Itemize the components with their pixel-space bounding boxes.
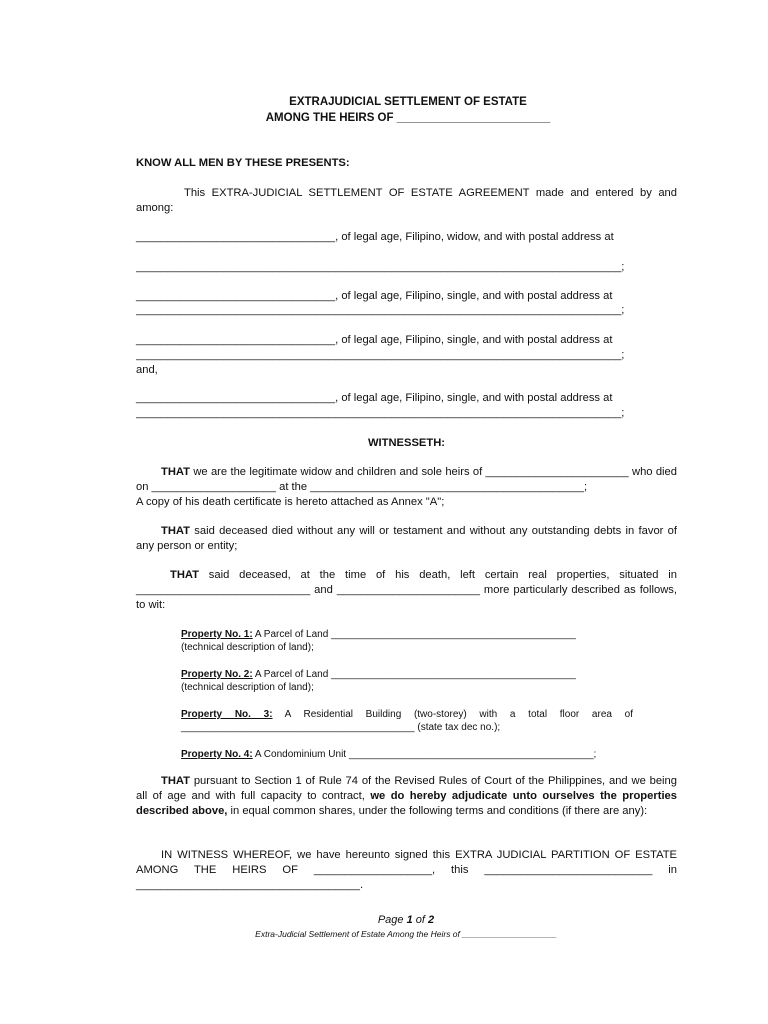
property-3-text: A Residential Building (two-storey) with a total floor area of [272, 709, 633, 720]
footer-caption: Extra-Judicial Settlement of Estate Among the Heirs of ____________________ [255, 929, 557, 939]
property-1 [181, 628, 633, 654]
property-2 [181, 668, 633, 694]
no-will-clause-text: said deceased died without any will or testament and without any outstanding debts in favor of any person or entity; [136, 525, 677, 552]
property-3 [181, 708, 633, 721]
property-1-label: Property No. 1: [181, 629, 253, 640]
property-3-sub: __________________________________________ (state tax dec no.); [181, 722, 501, 733]
party-1-line: ________________________________, of legal age, Filipino, widow, and with postal address at [136, 231, 614, 243]
heirs-clause [136, 465, 677, 495]
no-will-clause-that: THAT [161, 525, 190, 537]
property-1-sub: (technical description of land); [181, 642, 314, 653]
heirs-clause-text: we are the legitimate widow and children and sole heirs of _______________________ who died on ____________________ at the ____________________________________________; [136, 466, 677, 493]
and-text: and, [136, 364, 158, 376]
property-2-text: A Parcel of Land ____________________________________________ [252, 669, 576, 680]
of-word: of [415, 914, 425, 926]
party-3-address: ______________________________________________________________________________; [136, 349, 625, 361]
page-current: 1 [406, 914, 413, 926]
real-properties-clause-that: THAT [170, 569, 199, 581]
property-4 [181, 748, 633, 761]
heirs-clause-that: THAT [161, 466, 190, 478]
property-2-sub: (technical description of land); [181, 682, 314, 693]
property-4-label: Property No. 4: [181, 749, 253, 760]
party-2-line: ________________________________, of legal age, Filipino, single, and with postal address at [136, 290, 613, 302]
witness-whereof-clause: IN WITNESS WHEREOF, we have hereunto signed this EXTRA JUDICIAL PARTITION OF ESTATE AMONG THE HEIRS OF ___________________, this ___________________________ in ____________________________________. [136, 849, 677, 891]
real-properties-clause [136, 568, 677, 613]
pursuant-text-a: pursuant to Section 1 of Rule 74 of the Revised Rules of Court of the Philippines, and we being all of age and with full capacity to contract, [136, 775, 677, 802]
property-3-sub-row [181, 721, 633, 734]
document-title-line-2: AMONG THE HEIRS OF ________________________ [265, 112, 551, 124]
party-2-address: ______________________________________________________________________________; [136, 304, 625, 316]
pursuant-text-b: in equal common shares, under the following terms and conditions (if there are any): [227, 805, 648, 817]
witnesseth-heading: WITNESSETH: [367, 437, 446, 449]
pursuant-adjudicate: we do hereby adjudicate unto ourselves the properties described above, [136, 790, 677, 817]
real-properties-clause-text: said deceased, at the time of his death, left certain real properties, situated in ____________________________ and _______________________ more particularly described as follows, to wit: [136, 569, 677, 611]
agreement-intro: This EXTRA-JUDICIAL SETTLEMENT OF ESTATE AGREEMENT made and entered by and among: [136, 187, 677, 214]
pursuant-that: THAT [161, 775, 190, 787]
document-title-line-1: EXTRAJUDICIAL SETTLEMENT OF ESTATE [289, 96, 527, 108]
page-total: 2 [428, 914, 435, 926]
property-2-label: Property No. 2: [181, 669, 253, 680]
party-3-line: ________________________________, of legal age, Filipino, single, and with postal address at [136, 334, 613, 346]
pursuant-clause [136, 774, 677, 819]
page-word: Page [377, 914, 404, 926]
know-all-men-heading: KNOW ALL MEN BY THESE PRESENTS: [136, 157, 350, 169]
no-will-clause [136, 524, 677, 554]
page-number [22, 914, 768, 926]
party-4-line: ________________________________, of legal age, Filipino, single, and with postal address at [136, 392, 613, 404]
party-4-address: ______________________________________________________________________________; [136, 407, 625, 419]
death-certificate-clause: A copy of his death certificate is hereto attached as Annex "A"; [136, 496, 445, 508]
property-3-label: Property No. 3: [181, 709, 273, 720]
party-1-address: ______________________________________________________________________________; [136, 261, 625, 273]
property-1-text: A Parcel of Land ____________________________________________ [252, 629, 576, 640]
property-4-text: A Condominium Unit ____________________________________________; [252, 749, 597, 760]
